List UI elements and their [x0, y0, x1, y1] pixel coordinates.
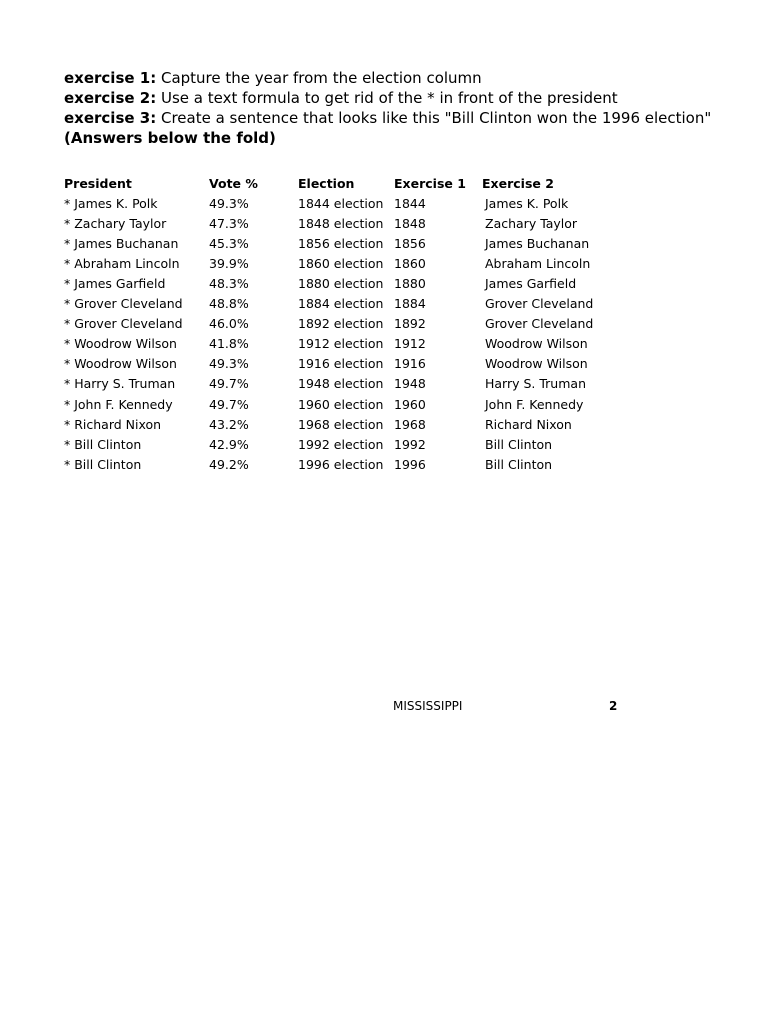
table-row: [64, 193, 602, 213]
exercise-2-line: [64, 88, 618, 108]
cell-president: * Bill Clinton: [64, 456, 142, 472]
exercise-3-text: Create a sentence that looks like this "Bill Clinton won the 1996 election": [156, 109, 712, 127]
cell-exercise-1: 1884: [394, 296, 426, 312]
cell-vote: 48.8%: [209, 296, 249, 312]
cell-exercise-1: 1856: [394, 235, 426, 251]
cell-exercise-2: John F. Kennedy: [485, 396, 584, 412]
header-vote: Vote %: [209, 175, 258, 191]
cell-election: 1996 election: [298, 456, 384, 472]
cell-president: * James Garfield: [64, 276, 166, 292]
cell-exercise-1: 1892: [394, 316, 426, 332]
cell-president: * Harry S. Truman: [64, 376, 176, 392]
president-table: [64, 173, 602, 474]
cell-exercise-2: James K. Polk: [485, 195, 569, 211]
cell-exercise-2: Grover Cleveland: [485, 316, 594, 332]
cell-exercise-2: Grover Cleveland: [485, 296, 594, 312]
cell-exercise-2: Abraham Lincoln: [485, 255, 591, 271]
table-row: [64, 374, 602, 394]
header-exercise-1: Exercise 1: [394, 175, 466, 191]
table-row: [64, 414, 602, 434]
table-row: [64, 354, 602, 374]
cell-election: 1848 election: [298, 215, 384, 231]
cell-exercise-1: 1968: [394, 416, 426, 432]
table-row: [64, 314, 602, 334]
table-row: [64, 213, 602, 233]
exercise-instructions: [64, 68, 712, 148]
cell-president: * Richard Nixon: [64, 416, 162, 432]
cell-vote: 49.7%: [209, 396, 249, 412]
cell-exercise-2: Zachary Taylor: [485, 215, 578, 231]
cell-vote: 47.3%: [209, 215, 249, 231]
cell-exercise-2: James Garfield: [485, 276, 577, 292]
footer-page-number: 2: [609, 699, 618, 713]
cell-exercise-1: 1916: [394, 356, 426, 372]
cell-election: 1960 election: [298, 396, 384, 412]
cell-vote: 45.3%: [209, 235, 249, 251]
cell-vote: 43.2%: [209, 416, 249, 432]
cell-election: 1860 election: [298, 255, 384, 271]
cell-exercise-1: 1948: [394, 376, 426, 392]
exercise-1-label: exercise 1:: [64, 69, 157, 87]
cell-exercise-2: Harry S. Truman: [485, 376, 586, 392]
table-header-row: [64, 173, 602, 193]
exercise-2-label: exercise 2:: [64, 89, 157, 107]
table-row: [64, 394, 602, 414]
cell-election: 1856 election: [298, 235, 384, 251]
cell-vote: 41.8%: [209, 336, 249, 352]
cell-exercise-2: Bill Clinton: [485, 456, 553, 472]
exercise-1-text: Capture the year from the election column: [156, 69, 482, 87]
cell-election: 1880 election: [298, 276, 384, 292]
header-election: Election: [298, 175, 355, 191]
cell-exercise-1: 1960: [394, 396, 426, 412]
cell-exercise-1: 1848: [394, 215, 426, 231]
cell-president: * Grover Cleveland: [64, 296, 183, 312]
cell-vote: 48.3%: [209, 276, 249, 292]
header-president: President: [64, 175, 132, 191]
cell-election: 1884 election: [298, 296, 384, 312]
answers-note: (Answers below the fold): [64, 129, 276, 147]
cell-election: 1892 election: [298, 316, 384, 332]
cell-vote: 49.7%: [209, 376, 249, 392]
cell-vote: 42.9%: [209, 436, 249, 452]
table-row: [64, 294, 602, 314]
cell-vote: 46.0%: [209, 316, 249, 332]
table-body: [64, 193, 602, 474]
cell-president: * John F. Kennedy: [64, 396, 173, 412]
cell-exercise-1: 1860: [394, 255, 426, 271]
cell-vote: 49.2%: [209, 456, 249, 472]
cell-exercise-1: 1880: [394, 276, 426, 292]
table-row: [64, 434, 602, 454]
cell-exercise-1: 1844: [394, 195, 426, 211]
cell-election: 1844 election: [298, 195, 384, 211]
cell-exercise-2: Bill Clinton: [485, 436, 553, 452]
cell-president: * James Buchanan: [64, 235, 179, 251]
exercise-2-text: Use a text formula to get rid of the * in front of the president: [156, 89, 618, 107]
cell-election: 1916 election: [298, 356, 384, 372]
table-row: [64, 454, 602, 474]
table-row: [64, 273, 602, 293]
header-exercise-2: Exercise 2: [482, 175, 554, 191]
table-row: [64, 233, 602, 253]
cell-president: * Grover Cleveland: [64, 316, 183, 332]
cell-president: * Woodrow Wilson: [64, 356, 177, 372]
cell-exercise-1: 1996: [394, 456, 426, 472]
cell-vote: 49.3%: [209, 356, 249, 372]
cell-exercise-1: 1992: [394, 436, 426, 452]
cell-president: * James K. Polk: [64, 195, 158, 211]
exercise-3-line: [64, 108, 712, 128]
cell-election: 1912 election: [298, 336, 384, 352]
cell-president: * Zachary Taylor: [64, 215, 167, 231]
cell-exercise-2: Woodrow Wilson: [485, 336, 588, 352]
exercise-1-line: [64, 68, 618, 88]
cell-exercise-1: 1912: [394, 336, 426, 352]
cell-exercise-2: Woodrow Wilson: [485, 356, 588, 372]
table-row: [64, 253, 602, 273]
cell-president: * Abraham Lincoln: [64, 255, 180, 271]
cell-president: * Bill Clinton: [64, 436, 142, 452]
cell-exercise-2: James Buchanan: [485, 235, 590, 251]
cell-vote: 39.9%: [209, 255, 249, 271]
exercise-3-label: exercise 3:: [64, 109, 157, 127]
table-row: [64, 334, 602, 354]
footer-state: MISSISSIPPI: [393, 699, 463, 713]
cell-president: * Woodrow Wilson: [64, 336, 177, 352]
cell-election: 1992 election: [298, 436, 384, 452]
cell-exercise-2: Richard Nixon: [485, 416, 572, 432]
cell-vote: 49.3%: [209, 195, 249, 211]
cell-election: 1968 election: [298, 416, 384, 432]
cell-election: 1948 election: [298, 376, 384, 392]
